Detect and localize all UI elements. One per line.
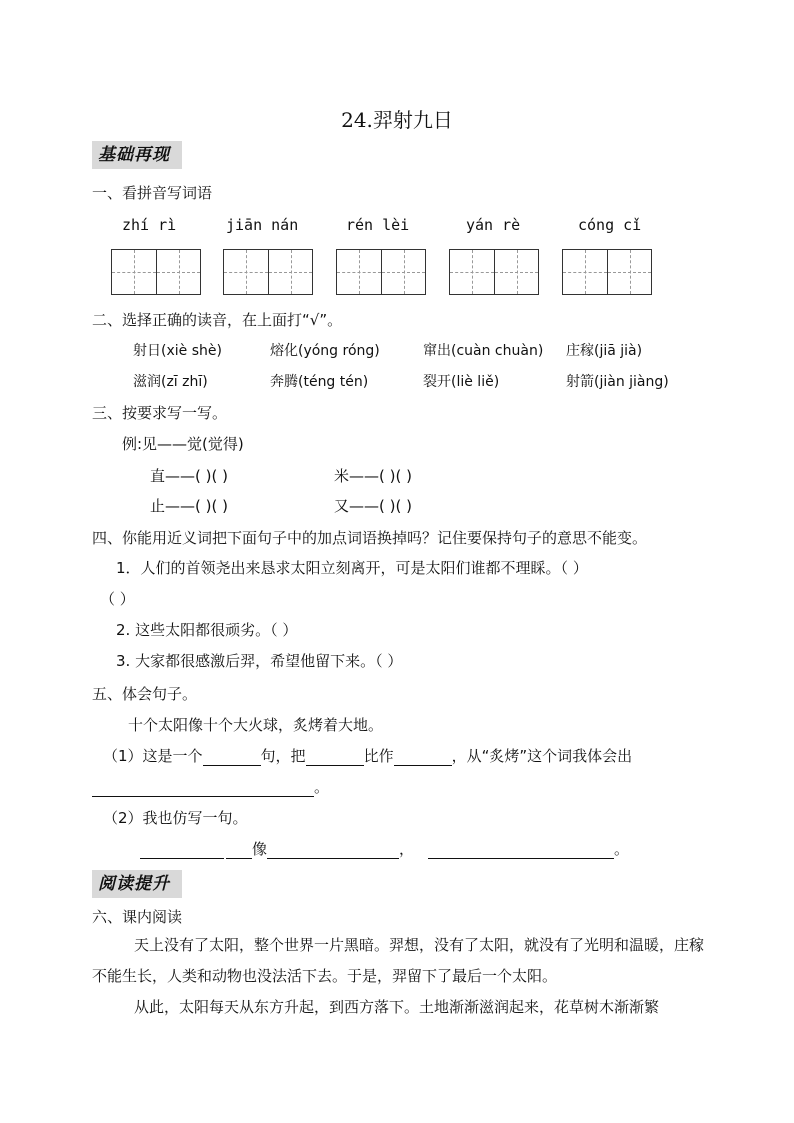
q4-item-2[interactable]: 2. 这些太阳都很顽劣。（ ） bbox=[116, 621, 298, 639]
choice-1[interactable]: 射日(xiè shè) bbox=[133, 343, 222, 359]
q5-part2: （2）我也仿写一句。 bbox=[103, 809, 248, 827]
q3-item-4[interactable]: 又——( )( ) bbox=[334, 497, 412, 515]
q4-heading: 四、你能用近义词把下面句子中的加点词语换掉吗？记住要保持句子的意思不能变。 bbox=[92, 529, 648, 547]
q3-item-2[interactable]: 米——( )( ) bbox=[334, 467, 412, 485]
choice-3[interactable]: 窜出(cuàn chuàn) bbox=[423, 343, 544, 359]
q5-part1-end: 。 bbox=[314, 778, 330, 796]
q4-item-3[interactable]: 3. 大家都很感激后羿，希望他留下来。（ ） bbox=[116, 652, 403, 670]
answer-blank-subject[interactable] bbox=[140, 842, 224, 859]
q5-part1-a: （1）这是一个 bbox=[103, 747, 203, 765]
choice-6[interactable]: 奔腾(téng tén) bbox=[270, 374, 369, 390]
q5-like: 像 bbox=[252, 840, 268, 858]
reading-paragraph-1: 天上没有了太阳，整个世界一片黑暗。羿想，没有了太阳，就没有了光明和温暖，庄稼不能生长，人类和动物也没法活下去。于是，羿留下了最后一个太阳。 bbox=[92, 936, 705, 985]
answer-blank-feeling[interactable] bbox=[92, 780, 314, 797]
q5-end: 。 bbox=[614, 840, 630, 858]
pinyin-5: cóng cǐ bbox=[578, 216, 642, 234]
q6-heading: 六、课内阅读 bbox=[92, 908, 183, 926]
q4-item-1-cont[interactable]: （ ） bbox=[100, 590, 135, 608]
page-title: 24.羿射九日 bbox=[341, 108, 453, 132]
writing-grid-5[interactable] bbox=[562, 249, 652, 295]
writing-grid-4[interactable] bbox=[449, 249, 539, 295]
pinyin-3: rén lèi bbox=[346, 216, 410, 234]
pinyin-4: yán rè bbox=[466, 216, 521, 234]
q2-heading: 二、选择正确的读音，在上面打“√”。 bbox=[92, 311, 343, 329]
answer-blank-like[interactable] bbox=[267, 842, 399, 859]
q5-part1-c: 比作 bbox=[363, 747, 394, 765]
pinyin-1: zhí rì bbox=[122, 216, 177, 234]
q5-part1-b: 句，把 bbox=[260, 747, 306, 765]
writing-grid-1[interactable] bbox=[111, 249, 201, 295]
q5-part2-line bbox=[140, 838, 629, 859]
q3-item-1[interactable]: 直——( )( ) bbox=[150, 467, 228, 485]
pinyin-2: jiān nán bbox=[226, 216, 299, 234]
q1-heading: 一、看拼音写词语 bbox=[92, 184, 213, 202]
q5-sentence: 十个太阳像十个大火球，炙烤着大地。 bbox=[128, 716, 384, 734]
section-banner-reading: 阅读提升 bbox=[92, 870, 182, 898]
choice-7[interactable]: 裂开(liè liě) bbox=[423, 374, 500, 390]
choice-4[interactable]: 庄稼(jiā jià) bbox=[566, 343, 643, 359]
choice-8[interactable]: 射箭(jiàn jiàng) bbox=[566, 374, 669, 390]
answer-blank-compared[interactable] bbox=[394, 749, 452, 766]
answer-blank-subject-2[interactable] bbox=[226, 842, 252, 859]
answer-blank-object[interactable] bbox=[306, 749, 364, 766]
reading-paragraph-2: 从此，太阳每天从东方升起，到西方落下。土地渐渐滋润起来，花草树木渐渐繁 bbox=[134, 998, 660, 1016]
section-banner-basic: 基础再现 bbox=[92, 141, 182, 169]
q5-part1-line2 bbox=[92, 776, 329, 797]
q3-example: 例:见——觉(觉得) bbox=[122, 435, 244, 453]
q4-item-1[interactable]: 1．人们的首领尧出来恳求太阳立刻离开，可是太阳们谁都不理睬。（ ） bbox=[116, 559, 588, 577]
choice-2[interactable]: 熔化(yóng róng) bbox=[270, 343, 380, 359]
choice-5[interactable]: 滋润(zī zhī) bbox=[133, 374, 208, 390]
writing-grid-2[interactable] bbox=[223, 249, 313, 295]
q5-part1-d: ，从“炙烤”这个词我体会出 bbox=[451, 747, 633, 765]
q3-item-3[interactable]: 止——( )( ) bbox=[150, 497, 228, 515]
answer-blank-sentence-type[interactable] bbox=[203, 749, 261, 766]
q5-heading: 五、体会句子。 bbox=[92, 685, 198, 703]
answer-blank-action[interactable] bbox=[428, 842, 614, 859]
q5-part1 bbox=[103, 745, 632, 766]
q5-comma: ， bbox=[399, 840, 415, 858]
q3-heading: 三、按要求写一写。 bbox=[92, 404, 228, 422]
writing-grid-3[interactable] bbox=[336, 249, 426, 295]
